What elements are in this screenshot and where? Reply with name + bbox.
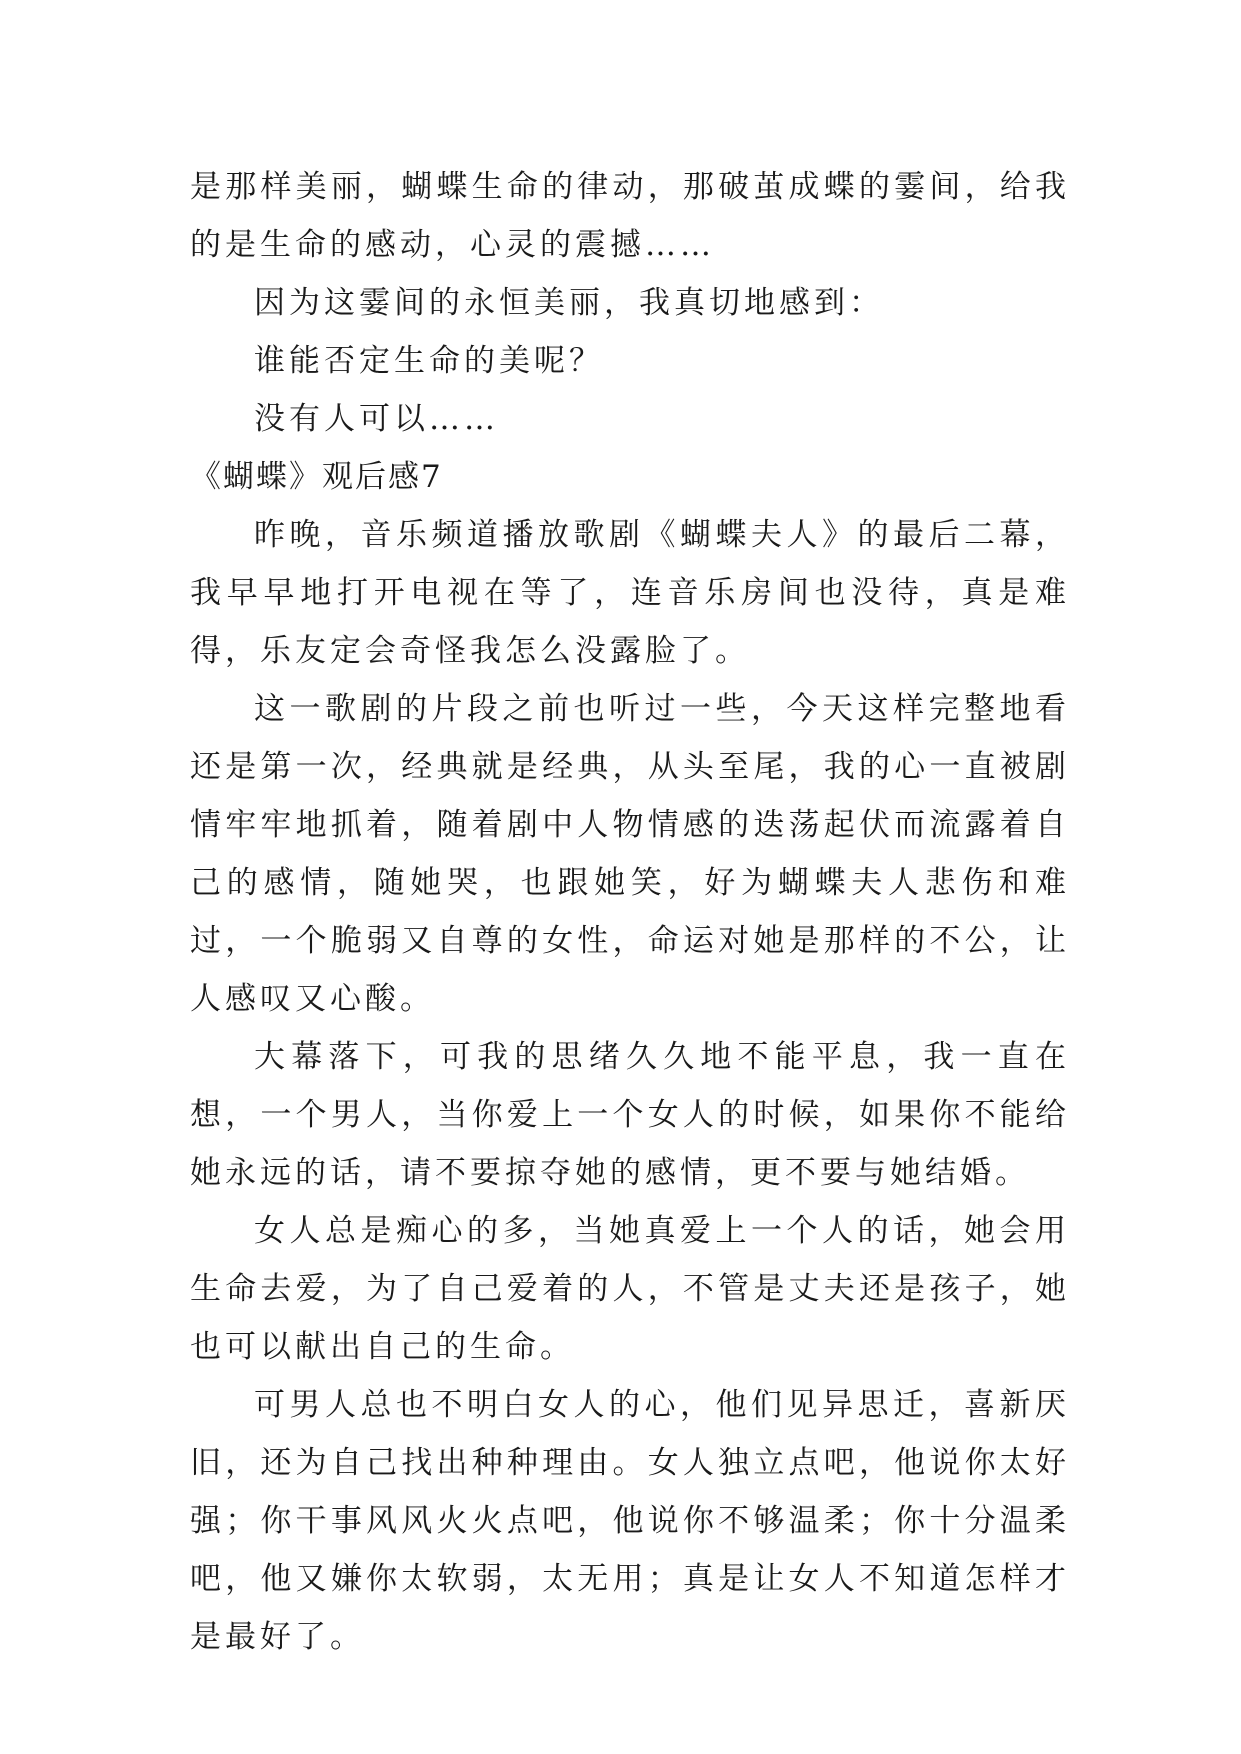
section-heading: 《蝴蝶》观后感7 bbox=[190, 459, 443, 495]
paragraph: 可男人总也不明白女人的心，他们见异思迁，喜新厌旧，还为自己找出种种理由。女人独立点吧，他说你太好强；你干事风风火火点吧，他说你不够温柔；你十分温柔吧，他又嫌你太软弱，太无用；真是让女人不知道怎样才是最好了。 bbox=[190, 1387, 1070, 1655]
paragraph: 因为这霎间的永恒美丽，我真切地感到： bbox=[254, 285, 884, 321]
paragraph: 没有人可以…… bbox=[254, 401, 499, 437]
paragraph: 大幕落下，可我的思绪久久地不能平息，我一直在想，一个男人，当你爱上一个女人的时候，如果你不能给她永远的话，请不要掠夺她的感情，更不要与她结婚。 bbox=[190, 1039, 1070, 1191]
paragraph: 谁能否定生命的美呢？ bbox=[254, 343, 604, 379]
paragraph: 是那样美丽，蝴蝶生命的律动，那破茧成蝶的霎间，给我的是生命的感动，心灵的震撼…… bbox=[190, 169, 1070, 263]
paragraph: 这一歌剧的片段之前也听过一些，今天这样完整地看还是第一次，经典就是经典，从头至尾，我的心一直被剧情牢牢地抓着，随着剧中人物情感的迭荡起伏而流露着自己的感情，随她哭，也跟她笑，好为蝴蝶夫人悲伤和难过，一个脆弱又自尊的女性，命运对她是那样的不公，让人感叹又心酸。 bbox=[190, 691, 1070, 1017]
document-body bbox=[190, 158, 1070, 1666]
paragraph: 女人总是痴心的多，当她真爱上一个人的话，她会用生命去爱，为了自己爱着的人，不管是丈夫还是孩子，她也可以献出自己的生命。 bbox=[190, 1213, 1070, 1365]
paragraph: 昨晚，音乐频道播放歌剧《蝴蝶夫人》的最后二幕，我早早地打开电视在等了，连音乐房间也没待，真是难得，乐友定会奇怪我怎么没露脸了。 bbox=[190, 517, 1070, 669]
